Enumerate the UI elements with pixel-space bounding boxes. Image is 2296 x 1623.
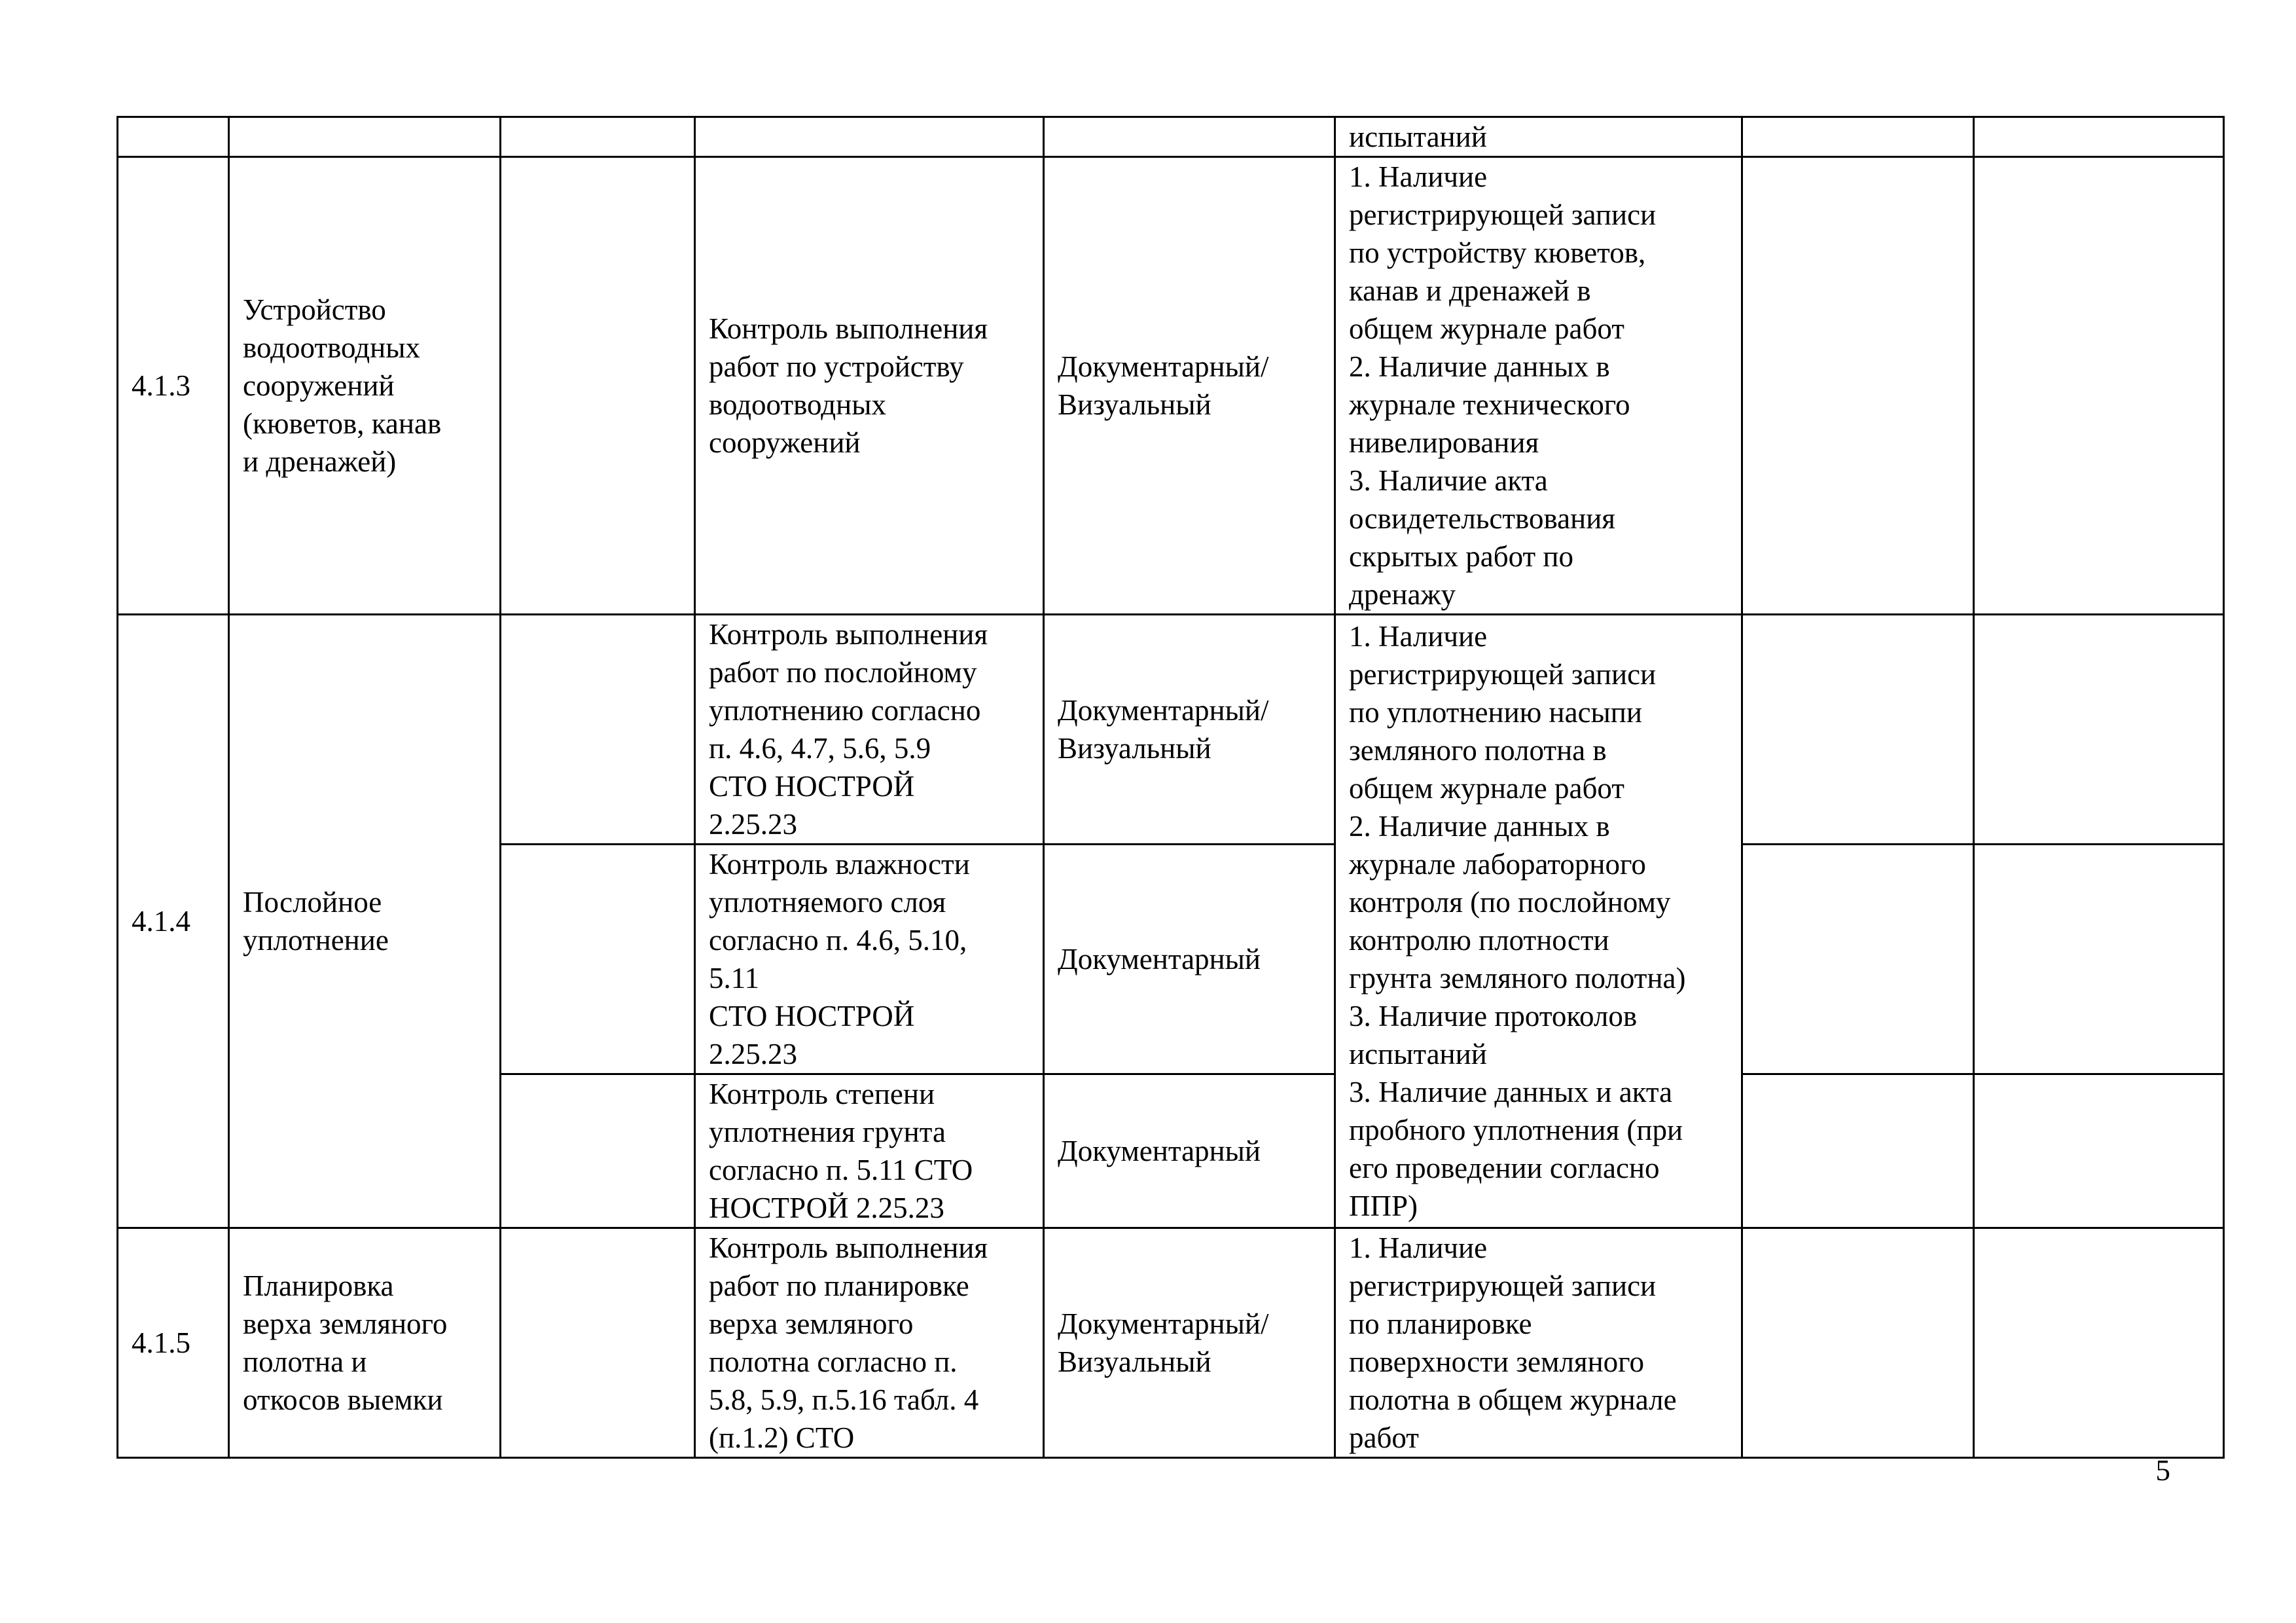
work-name-line: Планировка — [243, 1269, 394, 1302]
item-number-text: 4.1.3 — [132, 369, 190, 402]
method-line: Документарный — [1058, 943, 1261, 976]
control-cell — [695, 1228, 1044, 1458]
control-line: сооружений — [709, 426, 861, 459]
cell-empty — [1742, 1228, 1974, 1458]
criteria-line: 1. Наличие — [1349, 620, 1488, 653]
control-cell — [695, 157, 1044, 615]
criteria-line: регистрирующей записи — [1349, 658, 1657, 691]
criteria-cell — [1335, 117, 1742, 157]
criteria-line: 3. Наличие данных и акта — [1349, 1076, 1673, 1108]
criteria-line: нивелирования — [1349, 426, 1539, 459]
cell-empty — [1742, 117, 1974, 157]
item-number — [118, 157, 229, 615]
criteria-line: 3. Наличие протоколов — [1349, 1000, 1638, 1032]
criteria-line: дренажу — [1349, 578, 1456, 611]
cell-empty — [1974, 157, 2224, 615]
control-line: уплотнения грунта — [709, 1116, 946, 1148]
criteria-line: журнале лабораторного — [1349, 848, 1646, 881]
cell-empty — [501, 157, 695, 615]
cell-empty — [501, 117, 695, 157]
cell-empty — [1974, 1074, 2224, 1228]
work-name-line: верха земляного — [243, 1307, 448, 1340]
control-cell — [695, 1074, 1044, 1228]
cell-empty — [1742, 1074, 1974, 1228]
control-line: верха земляного — [709, 1307, 914, 1340]
work-name-line: откосов выемки — [243, 1383, 443, 1416]
method-line: Документарный/ — [1058, 1307, 1269, 1340]
work-name-line: полотна и — [243, 1345, 367, 1378]
cell-empty — [501, 615, 695, 845]
control-line: Контроль степени — [709, 1078, 935, 1110]
criteria-line: журнале технического — [1349, 388, 1630, 421]
control-line: Контроль выполнения — [709, 1231, 988, 1264]
table-row — [118, 1228, 2224, 1458]
control-line: 5.11 — [709, 962, 760, 994]
criteria-line: испытаний — [1349, 1038, 1487, 1070]
work-name-line: Устройство — [243, 293, 386, 326]
control-line: работ по устройству — [709, 350, 964, 383]
control-line: Контроль влажности — [709, 848, 970, 881]
criteria-line: общем журнале работ — [1349, 312, 1624, 345]
criteria-line: 3. Наличие акта — [1349, 464, 1548, 497]
control-line: 5.8, 5.9, п.5.16 табл. 4 — [709, 1383, 979, 1416]
control-line: (п.1.2) СТО — [709, 1421, 855, 1454]
method-cell — [1044, 1074, 1335, 1228]
method-line: Документарный/ — [1058, 350, 1269, 383]
method-cell — [1044, 1228, 1335, 1458]
criteria-line: общем журнале работ — [1349, 772, 1624, 805]
criteria-line: канав и дренажей в — [1349, 274, 1591, 307]
criteria-cell — [1335, 1228, 1742, 1458]
control-line: работ по планировке — [709, 1269, 969, 1302]
criteria-line: контроля (по послойному — [1349, 886, 1671, 919]
criteria-line: контролю плотности — [1349, 924, 1609, 957]
cell-empty — [1974, 117, 2224, 157]
control-line: водоотводных — [709, 388, 886, 421]
criteria-line: по уплотнению насыпи — [1349, 696, 1642, 729]
criteria-line: по устройству кюветов, — [1349, 236, 1646, 269]
control-line: 2.25.23 — [709, 1038, 797, 1070]
criteria-line: грунта земляного полотна) — [1349, 962, 1686, 994]
item-number — [118, 1228, 229, 1458]
cell-empty — [501, 845, 695, 1074]
cell-empty — [1742, 157, 1974, 615]
control-table — [117, 116, 2225, 1459]
work-name-cell — [229, 157, 501, 615]
criteria-line: его проведении согласно — [1349, 1152, 1660, 1184]
criteria-line: освидетельствования — [1349, 502, 1615, 535]
criteria-line: полотна в общем журнале — [1349, 1383, 1677, 1416]
criteria-line: 2. Наличие данных в — [1349, 810, 1610, 843]
item-number-text: 4.1.5 — [132, 1326, 190, 1359]
criteria-line: работ — [1349, 1421, 1419, 1454]
work-name-line: и дренажей) — [243, 445, 397, 478]
control-line: Контроль выполнения — [709, 618, 988, 651]
cell-empty — [118, 117, 229, 157]
control-line: п. 4.6, 4.7, 5.6, 5.9 — [709, 732, 931, 765]
cell-empty — [1974, 845, 2224, 1074]
cell-empty — [501, 1228, 695, 1458]
criteria-line: земляного полотна в — [1349, 734, 1607, 767]
control-line: уплотнению согласно — [709, 694, 981, 727]
control-line: полотна согласно п. — [709, 1345, 958, 1378]
criteria-line: 1. Наличие — [1349, 1231, 1488, 1264]
criteria-line: скрытых работ по — [1349, 540, 1573, 573]
cell-empty — [1044, 117, 1335, 157]
work-name-cell — [229, 615, 501, 1228]
method-line: Документарный/ — [1058, 694, 1269, 727]
control-line: работ по послойному — [709, 656, 977, 689]
criteria-line: по планировке — [1349, 1307, 1532, 1340]
work-name-line: сооружений — [243, 369, 395, 402]
work-name-line: уплотнение — [243, 924, 389, 957]
table-row — [118, 157, 2224, 615]
control-cell — [695, 615, 1044, 845]
method-cell — [1044, 157, 1335, 615]
table-row — [118, 615, 2224, 845]
control-line: СТО НОСТРОЙ — [709, 770, 915, 803]
work-name-line: (кюветов, канав — [243, 407, 442, 440]
cell-empty — [1974, 615, 2224, 845]
criteria-line: ППР) — [1349, 1190, 1418, 1222]
method-cell — [1044, 615, 1335, 845]
method-line: Визуальный — [1058, 732, 1211, 765]
control-line: НОСТРОЙ 2.25.23 — [709, 1192, 944, 1224]
criteria-line: испытаний — [1349, 120, 1487, 153]
cell-empty — [695, 117, 1044, 157]
method-line: Документарный — [1058, 1135, 1261, 1167]
item-number — [118, 615, 229, 1228]
cell-empty — [1742, 845, 1974, 1074]
criteria-line: 2. Наличие данных в — [1349, 350, 1610, 383]
control-line: Контроль выполнения — [709, 312, 988, 345]
control-line: согласно п. 5.11 СТО — [709, 1154, 973, 1186]
control-line: согласно п. 4.6, 5.10, — [709, 924, 967, 957]
criteria-cell — [1335, 157, 1742, 615]
criteria-cell — [1335, 615, 1742, 1228]
cell-empty — [1974, 1228, 2224, 1458]
criteria-line: регистрирующей записи — [1349, 198, 1657, 231]
method-line: Визуальный — [1058, 388, 1211, 421]
method-cell — [1044, 845, 1335, 1074]
cell-empty — [1742, 615, 1974, 845]
work-name-cell — [229, 1228, 501, 1458]
criteria-line: пробного уплотнения (при — [1349, 1114, 1683, 1146]
cell-empty — [501, 1074, 695, 1228]
criteria-line: поверхности земляного — [1349, 1345, 1645, 1378]
control-line: уплотняемого слоя — [709, 886, 946, 919]
item-number-text: 4.1.4 — [132, 905, 190, 938]
control-line: СТО НОСТРОЙ — [709, 1000, 915, 1032]
work-name-line: Послойное — [243, 886, 382, 919]
criteria-line: регистрирующей записи — [1349, 1269, 1657, 1302]
control-cell — [695, 845, 1044, 1074]
page-number: 5 — [2155, 1454, 2170, 1487]
cell-empty — [229, 117, 501, 157]
control-line: 2.25.23 — [709, 808, 797, 841]
criteria-line: 1. Наличие — [1349, 160, 1488, 193]
work-name-line: водоотводных — [243, 331, 420, 364]
method-line: Визуальный — [1058, 1345, 1211, 1378]
table-row — [118, 117, 2224, 157]
